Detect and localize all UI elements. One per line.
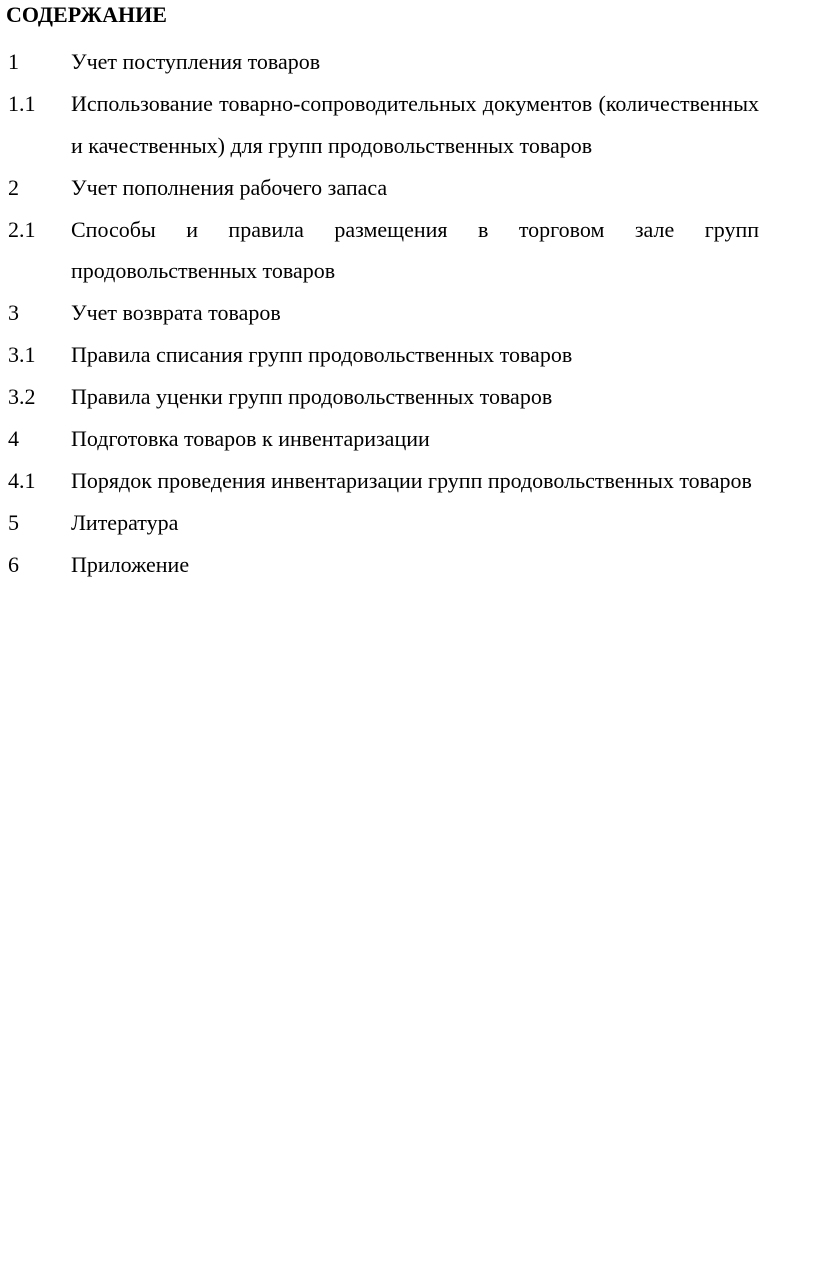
- toc-entry-text: Порядок проведения инвентаризации групп продовольственных товаров: [71, 468, 752, 493]
- toc-entry-4: [0, 418, 816, 460]
- toc-entry-4-1: [0, 460, 816, 502]
- toc-entry-1-1: [0, 83, 816, 166]
- toc-list: [0, 41, 816, 586]
- toc-entry-3: [0, 292, 816, 334]
- toc-entry-1: [0, 41, 816, 83]
- toc-entry-number: 3.1: [8, 342, 36, 367]
- toc-entry-text: Использование товарно-сопроводительных документов (количественных и качественных) для групп продовольственных товаров: [71, 91, 759, 158]
- toc-entry-text: Учет возврата товаров: [71, 300, 281, 325]
- toc-entry-number: 3.2: [8, 384, 36, 409]
- toc-entry-number: 4: [8, 426, 19, 451]
- toc-entry-text: Литература: [71, 510, 179, 535]
- toc-entry-5: [0, 502, 816, 544]
- toc-entry-number: 1: [8, 49, 19, 74]
- toc-entry-number: 2.1: [8, 216, 36, 242]
- toc-entry-6: [0, 544, 816, 586]
- toc-entry-text: Учет пополнения рабочего запаса: [71, 174, 388, 200]
- toc-entry-number: 4.1: [8, 468, 36, 493]
- toc-entry-3-1: [0, 334, 816, 376]
- toc-title: СОДЕРЖАНИЕ: [6, 2, 167, 27]
- toc-entry-2: [0, 167, 816, 209]
- toc-entry-text: Правила списания групп продовольственных товаров: [71, 342, 573, 367]
- toc-entry-number: 3: [8, 300, 19, 325]
- toc-entry-3-2: [0, 376, 816, 418]
- toc-entry-number: 2: [8, 174, 19, 200]
- toc-entry-number: 6: [8, 552, 19, 577]
- toc-entry-text: Правила уценки групп продовольственных товаров: [71, 384, 553, 409]
- toc-entry-text: Способы и правила размещения в торговом зале групп продовольственных товаров: [71, 216, 759, 283]
- toc-entry-text: Приложение: [71, 552, 190, 577]
- toc-entry-number: 1.1: [8, 91, 36, 116]
- toc-entry-2-1: [0, 209, 816, 292]
- toc-entry-text: Подготовка товаров к инвентаризации: [71, 426, 430, 451]
- toc-entry-text: Учет поступления товаров: [71, 49, 321, 74]
- toc-entry-number: 5: [8, 510, 19, 535]
